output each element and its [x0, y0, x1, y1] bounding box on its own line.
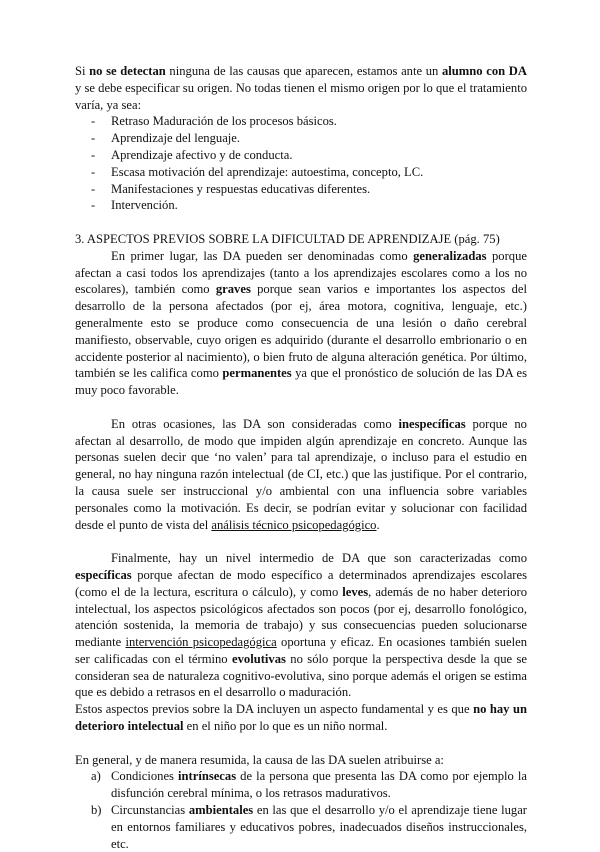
list-item: - Intervención. — [75, 197, 527, 214]
page-reference: (pág. 75) — [451, 231, 500, 246]
origin-list — [75, 113, 527, 214]
paragraph-causas: En general, y de manera resumida, la causa de las DA suelen atribuirse a: — [75, 752, 444, 767]
list-item: b) Circunstancias ambientales en las que el desarrollo y/o el aprendizaje tiene lugar en entornos familiares y educativos pobres, inadecuados diseños instruccionales, etc. — [91, 803, 527, 851]
causes-list — [75, 768, 527, 852]
list-item: - Escasa motivación del aprendizaje: autoestima, concepto, LC. — [75, 164, 527, 181]
paragraph-deterioro: Estos aspectos previos sobre la DA incluyen un aspecto fundamental y es que no hay un deterioro intelectual en el niño por lo que es un niño normal. — [75, 702, 527, 734]
paragraph-inespecificas: En otras ocasiones, las DA son consideradas como inespecíficas porque no afectan al desarrollo, de modo que impiden algún aprendizaje en concreto. Aunque las personas suelen decir que ‘no valen’ para tal aprendizaje, o incluso para el estudio en general, no hay ninguna razón intelectual (de CI, etc.) que las justifique. Por el contrario, la causa suele ser instruccional y/o ambiental con una influencia sobre variables personales como la motivación. Es decir, se podrían evitar y solucionar con facilidad desde el punto de vista del análisis técnico psicopedagógico. — [75, 416, 527, 532]
intro-paragraph: Si no se detectan ninguna de las causas que aparecen, estamos ante un alumno con DA y se debe especificar su origen. No todas tienen el mismo origen por lo que el tratamiento varía, ya sea: — [75, 64, 527, 112]
list-item: - Manifestaciones y respuestas educativas diferentes. — [75, 181, 527, 198]
list-item: - Aprendizaje afectivo y de conducta. — [75, 147, 527, 164]
list-item: - Aprendizaje del lenguaje. — [75, 130, 527, 147]
list-item: a) Condiciones intrínsecas de la persona que presenta las DA como por ejemplo la disfunción cerebral mínima, o los retrasos madurativos. — [91, 769, 527, 801]
section-heading: 3. ASPECTOS PREVIOS SOBRE LA DIFICULTAD DE APRENDIZAJE (pág. 75) — [75, 231, 500, 246]
document-body — [75, 63, 527, 852]
paragraph-generalizadas: En primer lugar, las DA pueden ser denominadas como generalizadas porque afectan a casi todos los aprendizajes (tanto a los aprendizajes escolares como a los no escolares), también como graves porque sean varios e importantes los aspectos del desarrollo de la persona afectados (por ej, área motora, cognitiva, lenguaje, etc.) generalmente esto se produce como consecuencia de una lesión o daño cerebral manifiesto, observable, cuyo origen es adquirido (durante el desarrollo embrionario o en accidente posterior al nacimiento), o bien fruto de alguna alteración genética. Por último, también se les califica como permanentes ya que el pronóstico de solución de las DA es muy poco favorable. — [75, 248, 528, 398]
paragraph-especificas: Finalmente, hay un nivel intermedio de DA que son caracterizadas como específicas porque afectan de modo específico a determinados aprendizajes escolares (como el de la lectura, escritura o cálculo), y como leves, además de no haber deterioro intelectual, los aspectos psicológicos afectados son pocos (por ej, desarrollo fonológico, atención sostenida, la memoria de trabajo) y sus consecuencias pueden solucionarse mediante intervención psicopedagógica oportuna y eficaz. En ocasiones también suelen ser calificadas con el término evolutivas no sólo porque la perspectiva desde la que se consideran sea de naturaleza cognitivo-evolutiva, sino porque además el origen se estima que es debido a retrasos en el desarrollo o maduración. — [75, 551, 527, 700]
list-item: - Retraso Maduración de los procesos básicos. — [75, 113, 527, 130]
